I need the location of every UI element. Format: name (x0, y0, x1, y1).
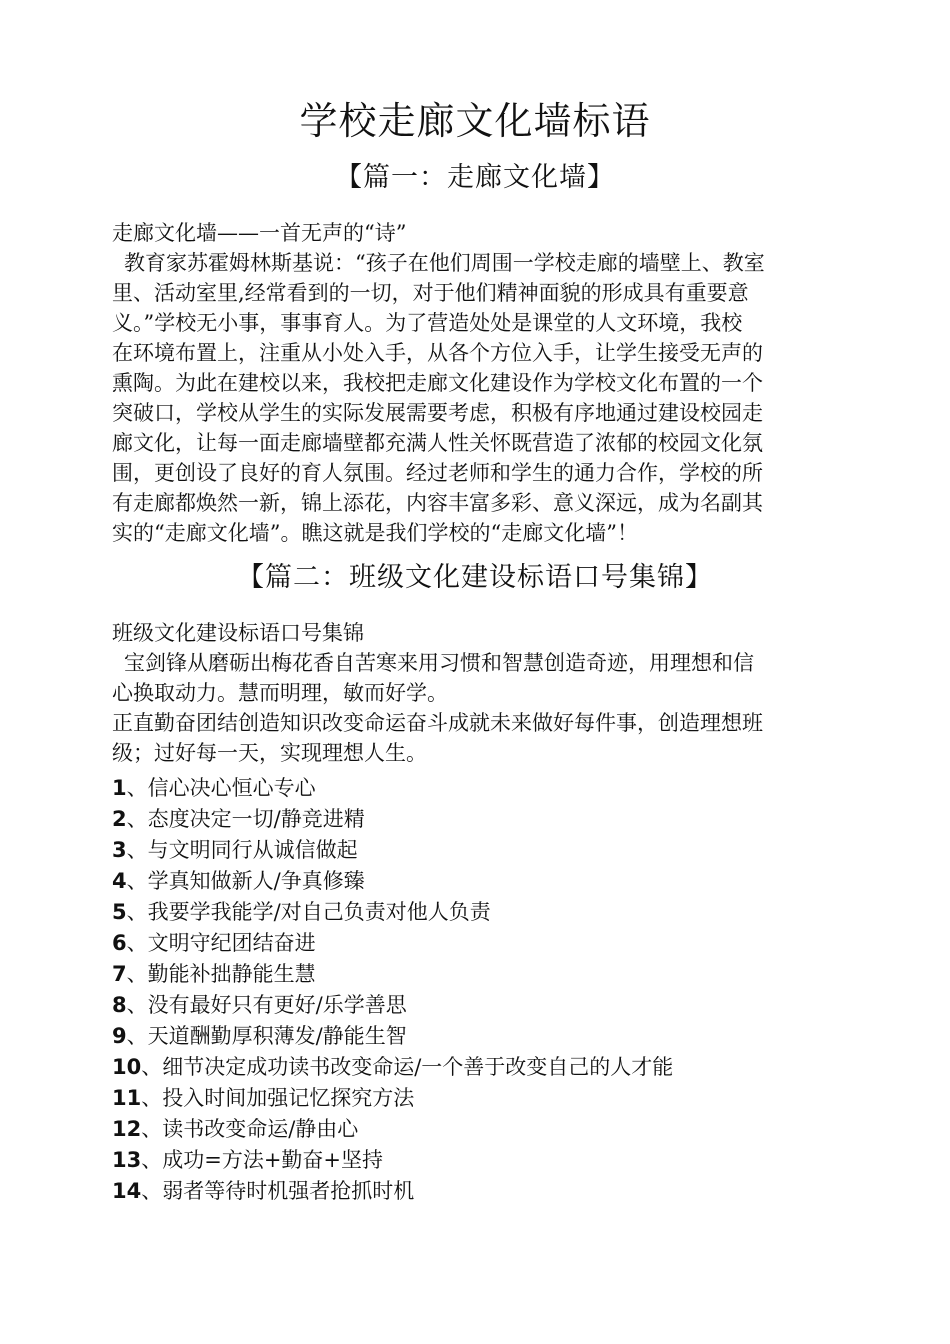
item-number: 11 (112, 1086, 142, 1110)
list-item (112, 1052, 673, 1083)
item-text: 、勤能补拙静能生慧 (126, 962, 316, 986)
section2-subtitle: 班级文化建设标语口号集锦 (112, 621, 364, 645)
paragraph-line: 围，更创设了良好的育人氛围。经过老师和学生的通力合作，学校的所 (112, 461, 763, 485)
item-number: 8 (112, 993, 127, 1017)
paragraph-line: 教育家苏霍姆林斯基说：“孩子在他们周围一学校走廊的墙壁上、教室 (124, 251, 765, 275)
item-number: 3 (112, 838, 127, 862)
section1-body (112, 218, 838, 548)
item-text: 、与文明同行从诚信做起 (126, 838, 358, 862)
list-item (112, 1145, 673, 1176)
paragraph-line: 级；过好每一天，实现理想人生。 (112, 741, 427, 765)
item-number: 2 (112, 807, 127, 831)
item-text: 、学真知做新人/争真修臻 (126, 869, 365, 893)
item-number: 1 (112, 776, 127, 800)
list-item (112, 866, 673, 897)
section2-heading: 【篇二：班级文化建设标语口号集锦】 (237, 562, 713, 593)
paragraph-line: 廊文化，让每一面走廊墙壁都充满人性关怀既营造了浓郁的校园文化氛 (112, 431, 763, 455)
section1-subtitle: 走廊文化墙——一首无声的“诗” (112, 221, 407, 245)
item-text: 、天道酬勤厚积薄发/静能生智 (126, 1024, 407, 1048)
item-number: 9 (112, 1024, 127, 1048)
paragraph-line: 有走廊都焕然一新，锦上添花，内容丰富多彩、意义深远，成为名副其 (112, 491, 763, 515)
list-item (112, 773, 673, 804)
paragraph-line: 在环境布置上，注重从小处入手，从各个方位入手，让学生接受无声的 (112, 341, 763, 365)
item-text: 、信心决心恒心专心 (126, 776, 316, 800)
item-text: 、细节决定成功读书改变命运/一个善于改变自己的人才能 (141, 1055, 674, 1079)
list-item (112, 959, 673, 990)
item-text: 、弱者等待时机强者抢抓时机 (141, 1179, 415, 1203)
list-item (112, 835, 673, 866)
item-number: 10 (112, 1055, 142, 1079)
paragraph-line: 义。”学校无小事，事事育人。为了营造处处是课堂的人文环境，我校 (112, 311, 743, 335)
slogan-list (112, 773, 673, 1207)
item-number: 12 (112, 1117, 142, 1141)
item-text: 、我要学我能学/对自己负责对他人负责 (126, 900, 491, 924)
section1-heading: 【篇一：走廊文化墙】 (335, 162, 615, 193)
paragraph-line: 宝剑锋从磨砺出梅花香自苦寒来用习惯和智慧创造奇迹，用理想和信 (124, 651, 754, 675)
list-item (112, 928, 673, 959)
item-text: 、文明守纪团结奋进 (126, 931, 316, 955)
item-number: 7 (112, 962, 127, 986)
list-item (112, 804, 673, 835)
item-text: 、成功=方法+勤奋+坚持 (141, 1148, 384, 1172)
list-item (112, 1114, 673, 1145)
item-number: 6 (112, 931, 127, 955)
item-text: 、没有最好只有更好/乐学善思 (126, 993, 407, 1017)
paragraph-line: 熏陶。为此在建校以来，我校把走廊文化建设作为学校文化布置的一个 (112, 371, 763, 395)
item-number: 5 (112, 900, 127, 924)
item-text: 、态度决定一切/静竞进精 (126, 807, 365, 831)
list-item (112, 1176, 673, 1207)
item-number: 13 (112, 1148, 142, 1172)
item-number: 4 (112, 869, 127, 893)
item-text: 、读书改变命运/静由心 (141, 1117, 359, 1141)
paragraph-line: 实的“走廊文化墙”。瞧这就是我们学校的“走廊文化墙”！ (112, 521, 638, 545)
section2-body (112, 618, 838, 768)
paragraph-line: 心换取动力。慧而明理，敏而好学。 (112, 681, 448, 705)
list-item (112, 1021, 673, 1052)
item-text: 、投入时间加强记忆探究方法 (141, 1086, 415, 1110)
item-number: 14 (112, 1179, 142, 1203)
list-item (112, 990, 673, 1021)
paragraph-line: 突破口，学校从学生的实际发展需要考虑，积极有序地通过建设校园走 (112, 401, 763, 425)
page-title: 学校走廊文化墙标语 (299, 99, 651, 143)
list-item (112, 1083, 673, 1114)
paragraph-line: 里、活动室里,经常看到的一切，对于他们精神面貌的形成具有重要意 (112, 281, 749, 305)
paragraph-line: 正直勤奋团结创造知识改变命运奋斗成就未来做好每件事，创造理想班 (112, 711, 763, 735)
list-item (112, 897, 673, 928)
